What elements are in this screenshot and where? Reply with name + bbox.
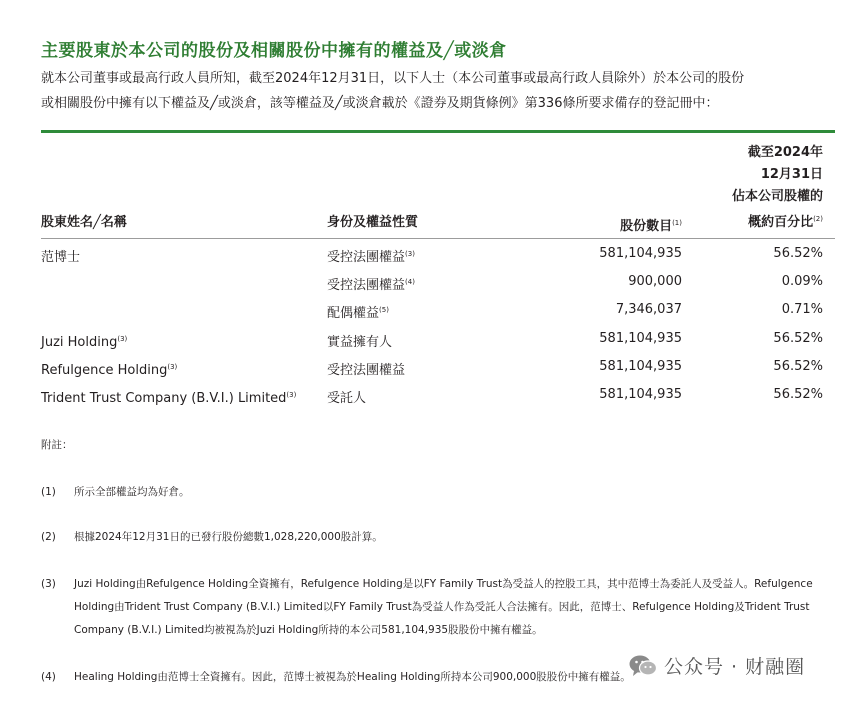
note-text: 根據2024年12月31日的已發行股份總數1,028,220,000股計算。 — [74, 531, 383, 543]
row-shares: 581,104,935 — [599, 359, 682, 374]
header-pct-line-1: 截至2024年 — [747, 145, 823, 160]
notes-title: 附註： — [41, 439, 73, 451]
row-shares: 900,000 — [628, 274, 682, 289]
note-number: (3) — [41, 578, 56, 590]
intro-line-1: 就本公司董事或最高行政人員所知，截至2024年12月31日，以下人士（本公司董事或最高行政人員除外）於本公司的股份 — [41, 71, 745, 86]
watermark — [628, 652, 805, 679]
header-pct-line-4: 概約百分比 — [748, 215, 814, 230]
wechat-icon — [628, 653, 658, 679]
header-nature: 身份及權益性質 — [327, 215, 419, 230]
row-shares: 581,104,935 — [599, 331, 682, 346]
watermark-text: 公众号 · 财融圈 — [664, 656, 806, 678]
row-nature: 受控法團權益$^{(3)}$ — [327, 250, 415, 265]
row-nature: 實益擁有人 — [327, 335, 393, 350]
row-percentage: 56.52% — [773, 387, 823, 402]
row-shares: 581,104,935 — [599, 246, 682, 261]
header-shares-label: 股份數目 — [620, 219, 673, 234]
row-name: Juzi Holding$^{(3)}$ — [41, 335, 128, 350]
note-text: Healing Holding由范博士全資擁有。因此，范博士被視為於Healing Holding所持本公司900,000股股份中擁有權益。 — [74, 671, 631, 683]
note-number: (4) — [41, 671, 56, 683]
row-name: 范博士 — [41, 250, 81, 265]
row-percentage: 0.71% — [781, 302, 823, 317]
row-nature: 受控法團權益 — [327, 363, 406, 378]
header-name: 股東姓名╱名稱 — [41, 215, 127, 230]
note-text: Juzi Holding由Refulgence Holding全資擁有，Refulgence Holding是以FY Family Trust為受益人的控股工具，其中范博士為委託人及受益人。Refulgence Holding由Trident Trust Company (B.V.I.) Limited以FY Family Trust為受益人作為受託人合法擁有。因此，范博士、Refulgence Holding及Trident Trust Company (B.V.I.) Limited均被視為於Juzi Holding所持的本公司581,104,935股股份中擁有權益。 — [74, 578, 813, 636]
note-text: 所示全部權益均為好倉。 — [74, 486, 190, 498]
intro-line-2: 或相關股份中擁有以下權益及╱或淡倉，該等權益及╱或淡倉載於《證券及期貨條例》第336條所要求備存的登記冊中： — [41, 96, 719, 111]
row-percentage: 56.52% — [773, 246, 823, 261]
note-number: (1) — [41, 486, 56, 498]
row-shares: 581,104,935 — [599, 387, 682, 402]
section-title: 主要股東於本公司的股份及相關股份中擁有的權益及╱或淡倉 — [41, 41, 507, 61]
header-pct-line-2: 12月31日 — [760, 167, 823, 182]
header-separator — [41, 238, 835, 239]
row-nature: 受控法團權益$^{(4)}$ — [327, 278, 415, 293]
row-percentage: 56.52% — [773, 331, 823, 346]
row-percentage: 56.52% — [773, 359, 823, 374]
row-nature: 配偶權益$^{(5)}$ — [327, 306, 389, 321]
header-shares — [560, 212, 682, 238]
row-name: Refulgence Holding$^{(3)}$ — [41, 363, 178, 378]
row-name: Trident Trust Company (B.V.I.) Limited$^{(3)}$ — [41, 391, 297, 406]
header-shares-note: (1) — [672, 219, 682, 227]
row-nature: 受託人 — [327, 391, 367, 406]
row-percentage: 0.09% — [781, 274, 823, 289]
header-percentage — [690, 142, 823, 234]
header-pct-line-3: 佔本公司股權的 — [731, 189, 823, 204]
note-number: (2) — [41, 531, 56, 543]
intro-paragraph — [41, 66, 831, 116]
table-top-rule — [41, 130, 835, 133]
header-pct-note: (2) — [813, 215, 823, 223]
row-shares: 7,346,037 — [615, 302, 682, 317]
